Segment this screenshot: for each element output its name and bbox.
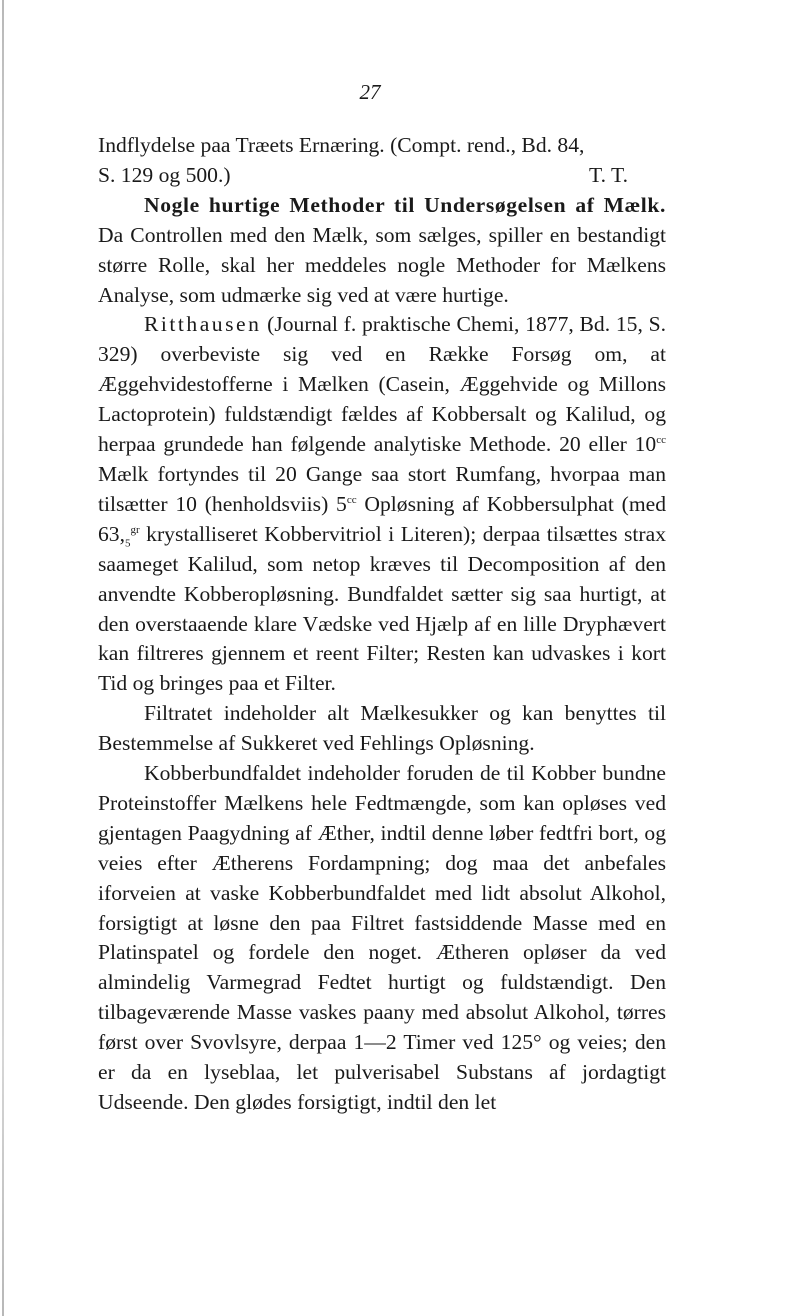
paragraph-kobber: Kobberbundfaldet indeholder foruden de til Kobber bundne Proteinstoffer Mælkens hele Fedtmængde, som kan opløses ved gjentagen Paagydning af Æther, indtil denne løber fedtfri bort, og veies efter Ætherens Fordampning; dog maa det anbefales iforveien at vaske Kobberbundfaldet med lidt absolut Alkohol, forsigtigt at løsne den paa Filtret fastsiddende Masse med en Platinspatel og fordele den noget. Ætheren opløser da ved almindelig Varmegrad Fedtet hurtigt og fuldstændigt. Den tilbageværende Masse vaskes paany med absolut Alkohol, tørres først over Svovlsyre, derpaa 1—2 Timer ved 125° og veies; den er da en lyseblaa, let pulverisabel Substans af jordagtigt Udseende. Den glødes forsigtigt, indtil den let	[98, 761, 666, 1114]
paragraph-text-d: krystalliseret Kobbervitriol i Literen); derpaa tilsættes strax saameget Kalilud, som netop kræves til Decomposition af den anvendte Kobberopløsning. Bundfaldet sætter sig saa hurtigt, at den overstaaende klare Vædske ved Hjælp af en lille Dryphævert kan filtreres gjennem et reent Filter; Resten kan udvaskes i kort Tid og bringes paa et Filter.	[98, 521, 666, 696]
paragraph-text-a: (Journal f. praktische Chemi, 1877, Bd. 15, S. 329) overbeviste sig ved en Række Forsøg om, at Æggehvidestofferne i Mælken (Casein, Æggehvide og Millons Lactoprotein) fuldstændigt fældes af Kobbersalt og Kalilud, og herpaa grundede han følgende analytiske Methode. 20 eller 10	[98, 312, 666, 457]
continuation-line: Indflydelse paa Træets Ernæring. (Compt. rend., Bd. 84,	[98, 133, 585, 157]
author-signature: T. T.	[589, 162, 628, 187]
author-name: Ritthausen	[144, 312, 262, 337]
decimal-subscript: 5	[125, 537, 131, 550]
page-number: 27	[359, 80, 381, 104]
continuation-reference-line	[98, 161, 666, 191]
section-heading: Nogle hurtige Methoder til Undersøgelsen af Mælk.	[144, 192, 666, 217]
unit-gr: gr	[130, 523, 140, 536]
unit-cc: cc	[346, 493, 357, 506]
section-intro: Da Controllen med den Mælk, som sælges, spiller en bestandigt større Rolle, skal her meddeles nogle Methoder for Mælkens Analyse, som udmærke sig ved at være hurtige.	[98, 222, 666, 307]
paragraph-text-b: Mælk fortyndes til 20 Gange saa stort Rumfang, hvorpaa man tilsætter 10 (henholdsviis) 5	[98, 461, 666, 516]
section-paragraph	[98, 191, 666, 311]
body-text	[98, 131, 666, 1118]
paragraph-text-c: Opløsning af Kobbersulphat (med 63,	[98, 491, 666, 546]
paragraph-ritthausen	[98, 310, 666, 699]
unit-cc: cc	[656, 433, 666, 446]
paragraph-filtratet: Filtratet indeholder alt Mælkesukker og kan benyttes til Bestemmelse af Sukkeret ved Fehlings Opløsning.	[98, 701, 666, 756]
continuation-reference: S. 129 og 500.)	[98, 162, 231, 187]
page-scan-edge	[2, 0, 4, 1316]
